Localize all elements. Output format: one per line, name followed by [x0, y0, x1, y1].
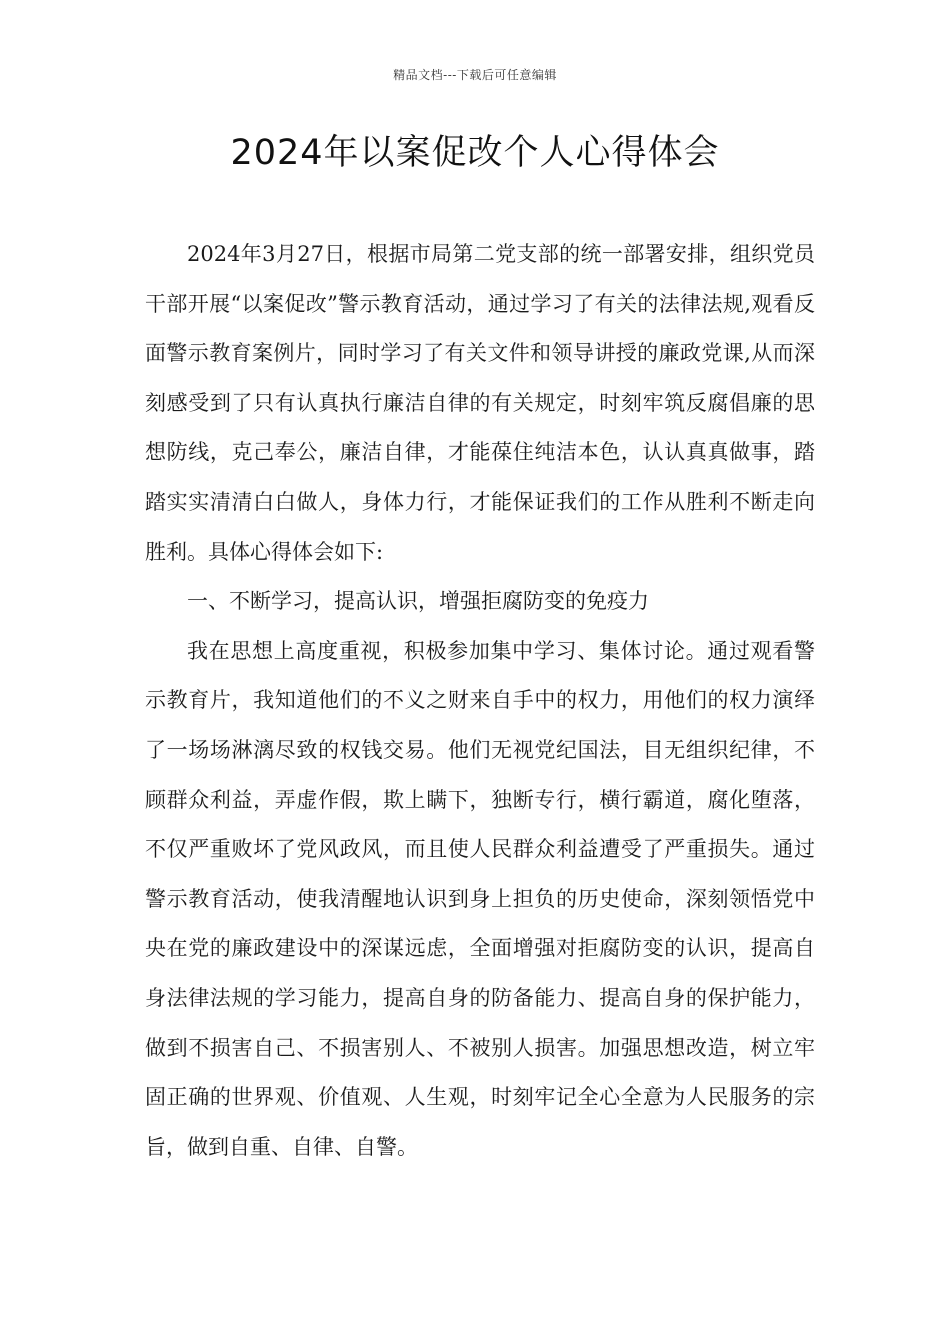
document-body: [145, 230, 815, 1172]
document-title: 2024年以案促改个人心得体会: [230, 133, 720, 173]
paragraph-intro: 2024年3月27日，根据市局第二党支部的统一部署安排，组织党员干部开展“以案促改”警示教育活动，通过学习了有关的法律法规,观看反面警示教育案例片，同时学习了有关文件和领导讲授的廉政党课,从而深刻感受到了只有认真执行廉洁自律的有关规定，时刻牢筑反腐倡廉的思想防线，克己奉公，廉洁自律，才能葆住纯洁本色，认认真真做事，踏踏实实清清白白做人，身体力行，才能保证我们的工作从胜利不断走向胜利。具体心得体会如下:: [145, 242, 815, 564]
paragraph-section-1: 我在思想上高度重视，积极参加集中学习、集体讨论。通过观看警示教育片，我知道他们的不义之财来自手中的权力，用他们的权力演绎了一场场淋漓尽致的权钱交易。他们无视党纪国法，目无组织纪律，不顾群众利益，弄虚作假，欺上瞒下，独断专行，横行霸道，腐化堕落，不仅严重败坏了党风政风，而且使人民群众利益遭受了严重损失。通过警示教育活动，使我清醒地认识到身上担负的历史使命，深刻领悟党中央在党的廉政建设中的深谋远虑，全面增强对拒腐防变的认识，提高自身法律法规的学习能力，提高自身的防备能力、提高自身的保护能力，做到不损害自己、不损害别人、不被别人损害。加强思想改造，树立牢固正确的世界观、价值观、人生观，时刻牢记全心全意为人民服务的宗旨，做到自重、自律、自警。: [145, 638, 815, 1159]
header-note: 精品文档---下载后可任意编辑: [393, 68, 557, 82]
section-heading-1: 一、不断学习，提高认识，增强拒腐防变的免疫力: [187, 589, 649, 614]
